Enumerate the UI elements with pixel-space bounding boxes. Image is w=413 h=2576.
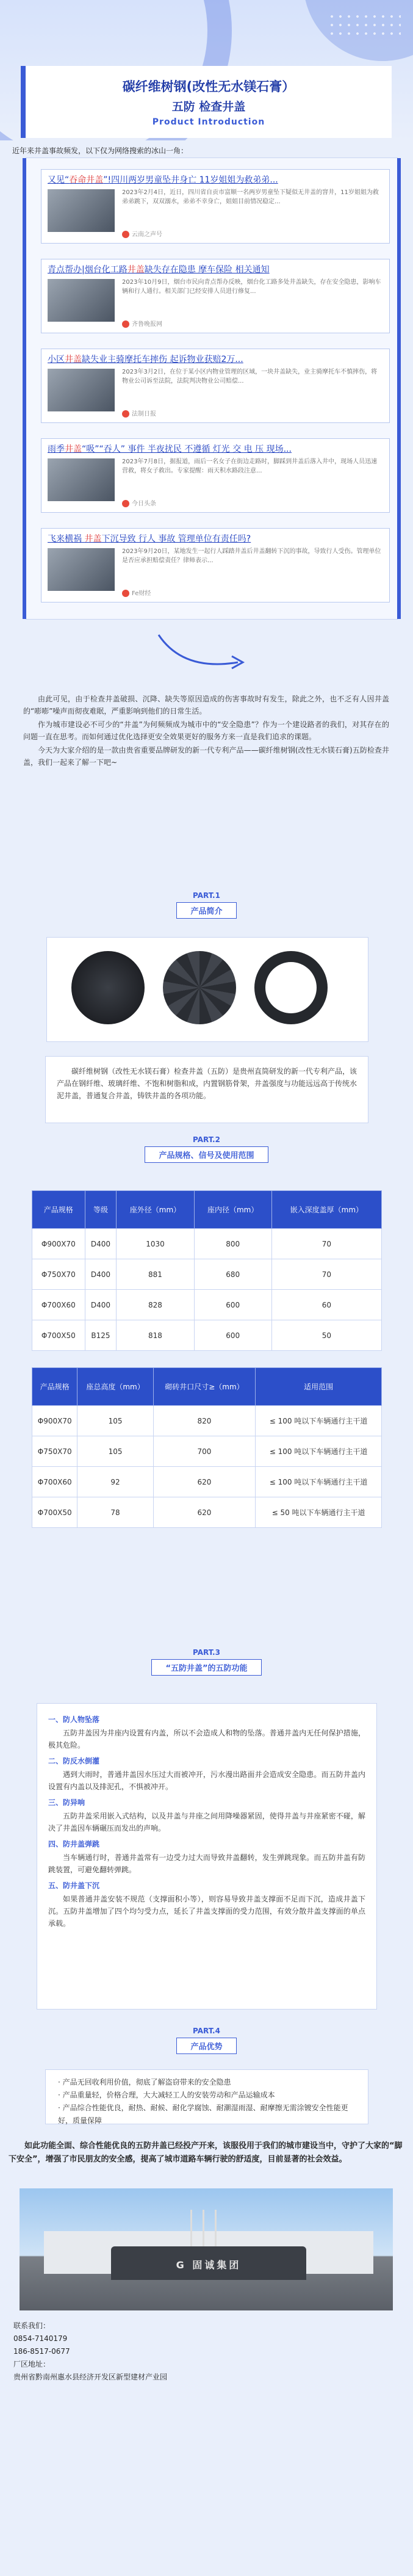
function-text: 当车辆通行时，普通井盖常有一边受力过大而导致井盖翻转，发生弹跳现象。而五防井盖有防跳装置，可避免翻转弹跳。 xyxy=(48,1853,365,1874)
paragraph: 作为城市建设必不可少的“井盖”为何频频成为城市中的“安全隐患”？作为一个建设路者的我们，对其存在的问题一直在思考。而如何通过优化选择更安全效果更好的服务方来一直是我们追求的课题。 xyxy=(23,720,389,741)
advantage-item: · 产品综合性能优良，耐热、耐候、耐化学腐蚀、耐潮湿雨湿、耐摩擦无需涂镀安全性能更好，质量保障 xyxy=(58,2104,348,2125)
table-row xyxy=(32,1259,382,1290)
section-label: 产品简介 xyxy=(176,902,236,919)
table-cell: Φ750X70 xyxy=(32,1259,85,1290)
table-cell: ≤ 100 吨以下车辆通行主干道 xyxy=(256,1406,382,1436)
source-icon xyxy=(122,410,129,418)
table-cell: 620 xyxy=(153,1467,255,1497)
table-header: 座总高度（mm） xyxy=(77,1368,153,1406)
company-sign: G 固诚集团 xyxy=(176,2259,242,2271)
table-cell: 600 xyxy=(194,1320,271,1351)
table-row xyxy=(32,1229,382,1259)
function-title: 三、防异响 xyxy=(48,1798,85,1807)
spec-table-2 xyxy=(32,1367,382,1528)
product-description: 碳纤维树钢（改性无水镁石膏）检查井盖（五防）是贵州直筒研发的新一代专利产品，该产品在钢纤维、玻璃纤维、不饱和树脂和成，内置钢筋骨架，井盖强度与功能远远高于传统水泥井盖，普通复合井盖，铸铁井盖的各项功能。 xyxy=(45,1056,368,1123)
function-text: 五防井盖采用嵌入式结构，以及井盖与井座之间用降噪器紧固，使得井盖与井座紧密不碰，解决了井盖因车辆碾压而发出的声响。 xyxy=(48,1812,365,1833)
header-banner xyxy=(0,0,413,140)
news-source: 齐鲁晚报网 xyxy=(122,319,162,328)
news-thumbnail xyxy=(48,279,115,322)
news-title[interactable]: 雨季井盖“吸”“吞人” 事件 半夜扰民 不遵循 灯光 交 电 压 现场... xyxy=(48,444,292,454)
table-cell: Φ700X50 xyxy=(32,1320,85,1351)
manhole-cover-icon xyxy=(71,951,145,1024)
table-cell: 1030 xyxy=(117,1229,194,1259)
news-thumbnail xyxy=(48,458,115,501)
table-cell: 600 xyxy=(194,1290,271,1320)
table-cell: Φ700X60 xyxy=(32,1467,77,1497)
function-text: 五防井盖因为井座内设置有内盖，所以不会造成人和物的坠落。普通井盖内无任何保护措施，极其危险。 xyxy=(48,1729,365,1749)
table-row xyxy=(32,1436,382,1467)
manhole-ring-icon xyxy=(254,951,328,1024)
function-title: 四、防井盖弹跳 xyxy=(48,1840,100,1848)
table-cell: 881 xyxy=(117,1259,194,1290)
source-icon xyxy=(122,320,129,328)
section-label: 产品规格、信号及使用范围 xyxy=(145,1146,268,1163)
table-row xyxy=(32,1497,382,1528)
table-cell: Φ900X70 xyxy=(32,1229,85,1259)
table-cell: D400 xyxy=(85,1290,117,1320)
table-cell: 60 xyxy=(271,1290,381,1320)
manhole-cover-icon xyxy=(163,951,236,1024)
table-cell: B125 xyxy=(85,1320,117,1351)
table-cell: 820 xyxy=(153,1406,255,1436)
advantage-item: · 产品无回收利用价值，彻底了解盗窃带来的安全隐患 xyxy=(58,2078,231,2086)
intro-text: 近年来井盖事故频发，以下仅为网络搜索的冰山一角： xyxy=(12,147,189,155)
table-header: 等级 xyxy=(85,1191,117,1229)
paragraph: 由此可见，由于检查井盖破损、沉降、缺失等原因造成的伤害事故时有发生，除此之外，也不乏有人因井盖的“嘭嘭”噪声而彻夜难眠，严重影响到他们的日常生活。 xyxy=(23,695,389,715)
news-source: Fe财经 xyxy=(122,588,151,597)
news-title[interactable]: 飞来横祸 井盖下沉导致 行人 事故 管理单位有责任吗? xyxy=(48,534,251,544)
news-source: 云南之声号 xyxy=(122,229,162,238)
table-cell: 620 xyxy=(153,1497,255,1528)
address: 贵州省黔南州惠水县经济开发区新型建材产业园 xyxy=(13,2373,168,2381)
news-item[interactable] xyxy=(41,528,390,602)
section-number: PART.1 xyxy=(193,891,220,900)
contact-label: 联系我们： xyxy=(13,2321,51,2330)
news-item[interactable] xyxy=(41,349,390,423)
function-title: 五、防井盖下沉 xyxy=(48,1881,100,1890)
table-cell: Φ750X70 xyxy=(32,1436,77,1467)
table-row xyxy=(32,1320,382,1351)
news-thumbnail xyxy=(48,369,115,411)
table-header: 座内径（mm） xyxy=(194,1191,271,1229)
table-cell: 50 xyxy=(271,1320,381,1351)
function-text: 遇到大雨时，普通井盖因水压过大而被冲开，污水漫出路面并会造成安全隐患。而五防井盖内设置有内盖以及排泥孔，不惧被冲开。 xyxy=(48,1770,365,1791)
table-cell: 680 xyxy=(194,1259,271,1290)
body-text xyxy=(23,693,389,770)
address-label: 厂区地址： xyxy=(13,2360,51,2368)
section-heading xyxy=(0,1135,413,1163)
table-row xyxy=(32,1290,382,1320)
functions-box xyxy=(37,1703,377,2010)
news-snippet: 2023年10月9日，烟台市民向青点帮办反映，烟台化工路多处井盖缺失，存在安全隐患，影响车辆和行人通行。相关部门已经安排人员进行修复... xyxy=(122,279,381,295)
table-header: 嵌入深度盖厚（mm） xyxy=(271,1191,381,1229)
table-cell: 92 xyxy=(77,1467,153,1497)
phone-number[interactable]: 186-8517-0677 xyxy=(13,2347,70,2356)
table-row xyxy=(32,1406,382,1436)
section-number: PART.2 xyxy=(193,1135,220,1144)
news-snippet: 2023年2月4日，近日，四川省自贡市富顺一名两岁男童坠下疑似无井盖的窨井，11岁姐姐为救弟弟跳下，双双溺水，弟弟不幸身亡，姐姐目前情况稳定... xyxy=(122,189,379,205)
table-cell: Φ900X70 xyxy=(32,1406,77,1436)
section-number: PART.4 xyxy=(193,2027,220,2035)
news-snippet: 2023年9月20日，某地发生一起行人踩踏井盖后井盖翻转下沉的事故，导致行人受伤。管理单位是否应承担赔偿责任？律师表示... xyxy=(122,548,381,564)
product-photo xyxy=(46,937,368,1042)
factory-photo xyxy=(20,2188,393,2310)
news-snippet: 2023年3月2日，在位于某小区内物业管理的区域，一块井盖缺失，业主骑摩托车不慎摔伤，将物业公司诉至法院，法院判决物业公司赔偿... xyxy=(122,369,378,385)
table-cell: ≤ 100 吨以下车辆通行主干道 xyxy=(256,1467,382,1497)
title-card xyxy=(21,66,392,138)
decor-bar xyxy=(23,158,26,619)
news-thumbnail xyxy=(48,548,115,591)
news-thumbnail xyxy=(48,189,115,232)
decor-bar xyxy=(397,158,401,619)
source-icon xyxy=(122,231,129,238)
contact-info xyxy=(13,2320,167,2384)
table-cell: 818 xyxy=(117,1320,194,1351)
table-cell: Φ700X50 xyxy=(32,1497,77,1528)
page-title: 碳纤维树钢(改性无水镁石膏） xyxy=(122,79,295,94)
table-header: 产品规格 xyxy=(32,1368,77,1406)
news-item[interactable] xyxy=(41,438,390,513)
function-text: 如果普通井盖安装不规范（支撑面积小等），则容易导致井盖支撑面不足而下沉，造成井盖下沉。五防井盖增加了四个均匀受力点，延长了井盖支撑面的受力范围，有效分散井盖支撑面的单点承载。 xyxy=(48,1895,365,1928)
table-cell: 78 xyxy=(77,1497,153,1528)
table-row xyxy=(32,1467,382,1497)
section-heading xyxy=(0,1648,413,1676)
source-icon xyxy=(122,590,129,597)
advantages-box xyxy=(45,2069,368,2124)
paragraph: 今天为大家介绍的是一款由贵省重要品牌研发的新一代专利产品——碳纤维树钢(改性无水镁石膏)五防检查井盖，我们一起来了解一下吧~ xyxy=(23,746,389,767)
section-label: “五防井盖”的五防功能 xyxy=(151,1659,261,1676)
table-cell: 800 xyxy=(194,1229,271,1259)
table-cell: 70 xyxy=(271,1259,381,1290)
news-title[interactable]: 青点帮办|烟台化工路井盖缺失存在隐患 摩车保险 相关通知 xyxy=(48,265,270,275)
news-title[interactable]: 小区井盖缺失业主骑摩托车摔伤 起诉物业获赔2万... xyxy=(48,355,243,364)
source-icon xyxy=(122,500,129,507)
table-header: 座外径（mm） xyxy=(117,1191,194,1229)
table-cell: 105 xyxy=(77,1436,153,1467)
news-source: 今日头条 xyxy=(122,498,156,507)
company-gate xyxy=(111,2246,306,2280)
table-cell: 700 xyxy=(153,1436,255,1467)
function-title: 一、防人物坠落 xyxy=(48,1715,100,1724)
news-item[interactable] xyxy=(41,169,390,244)
table-cell: D400 xyxy=(85,1229,117,1259)
news-list xyxy=(26,157,398,620)
table-header: 产品规格 xyxy=(32,1191,85,1229)
banner-dots xyxy=(328,12,401,37)
spec-table-1 xyxy=(32,1190,382,1351)
table-cell: D400 xyxy=(85,1259,117,1290)
table-cell: ≤ 100 吨以下车辆通行主干道 xyxy=(256,1436,382,1467)
table-header: 砌砖井口尺寸≥（mm） xyxy=(153,1368,255,1406)
function-title: 二、防反水倒灌 xyxy=(48,1757,100,1765)
section-heading xyxy=(0,2027,413,2054)
news-item[interactable] xyxy=(41,259,390,333)
phone-number[interactable]: 0854-7140179 xyxy=(13,2334,68,2343)
table-cell: 70 xyxy=(271,1229,381,1259)
table-cell: 105 xyxy=(77,1406,153,1436)
news-snippet: 2023年7月8日，据报道，雨后一名女子在街边走路时，脚踩到井盖后落入井中，现场人员迅速营救，将女子救出。专家提醒：雨天积水路段注意... xyxy=(122,458,378,474)
page-subtitle: 五防 检查井盖 xyxy=(171,100,246,114)
curved-arrow-icon xyxy=(146,629,268,678)
news-source: 法制日报 xyxy=(122,408,156,418)
table-cell: 828 xyxy=(117,1290,194,1320)
section-number: PART.3 xyxy=(193,1648,220,1657)
table-cell: Φ700X60 xyxy=(32,1290,85,1320)
advantage-item: · 产品重量轻，价格合理，大大减轻工人的安装劳动和产品运输成本 xyxy=(58,2091,275,2099)
closing-text: 如此功能全面、综合性能优良的五防井盖已经投产开来，该服役用于我们的城市建设当中，守护了大家的“脚下安全”，增强了市民朋友的安全感，提高了城市道路车辆行驶的舒适度，目前显著的社会效益。 xyxy=(9,2141,403,2164)
section-heading xyxy=(0,891,413,919)
table-header: 适用范围 xyxy=(256,1368,382,1406)
section-label: 产品优势 xyxy=(176,2038,236,2054)
page-english-title: Product Introduction xyxy=(152,117,265,127)
news-title[interactable]: 又见“吞命井盖”!四川两岁男童坠井身亡 11岁姐姐为救弟弟... xyxy=(48,175,278,185)
table-cell: ≤ 50 吨以下车辆通行主干道 xyxy=(256,1497,382,1528)
